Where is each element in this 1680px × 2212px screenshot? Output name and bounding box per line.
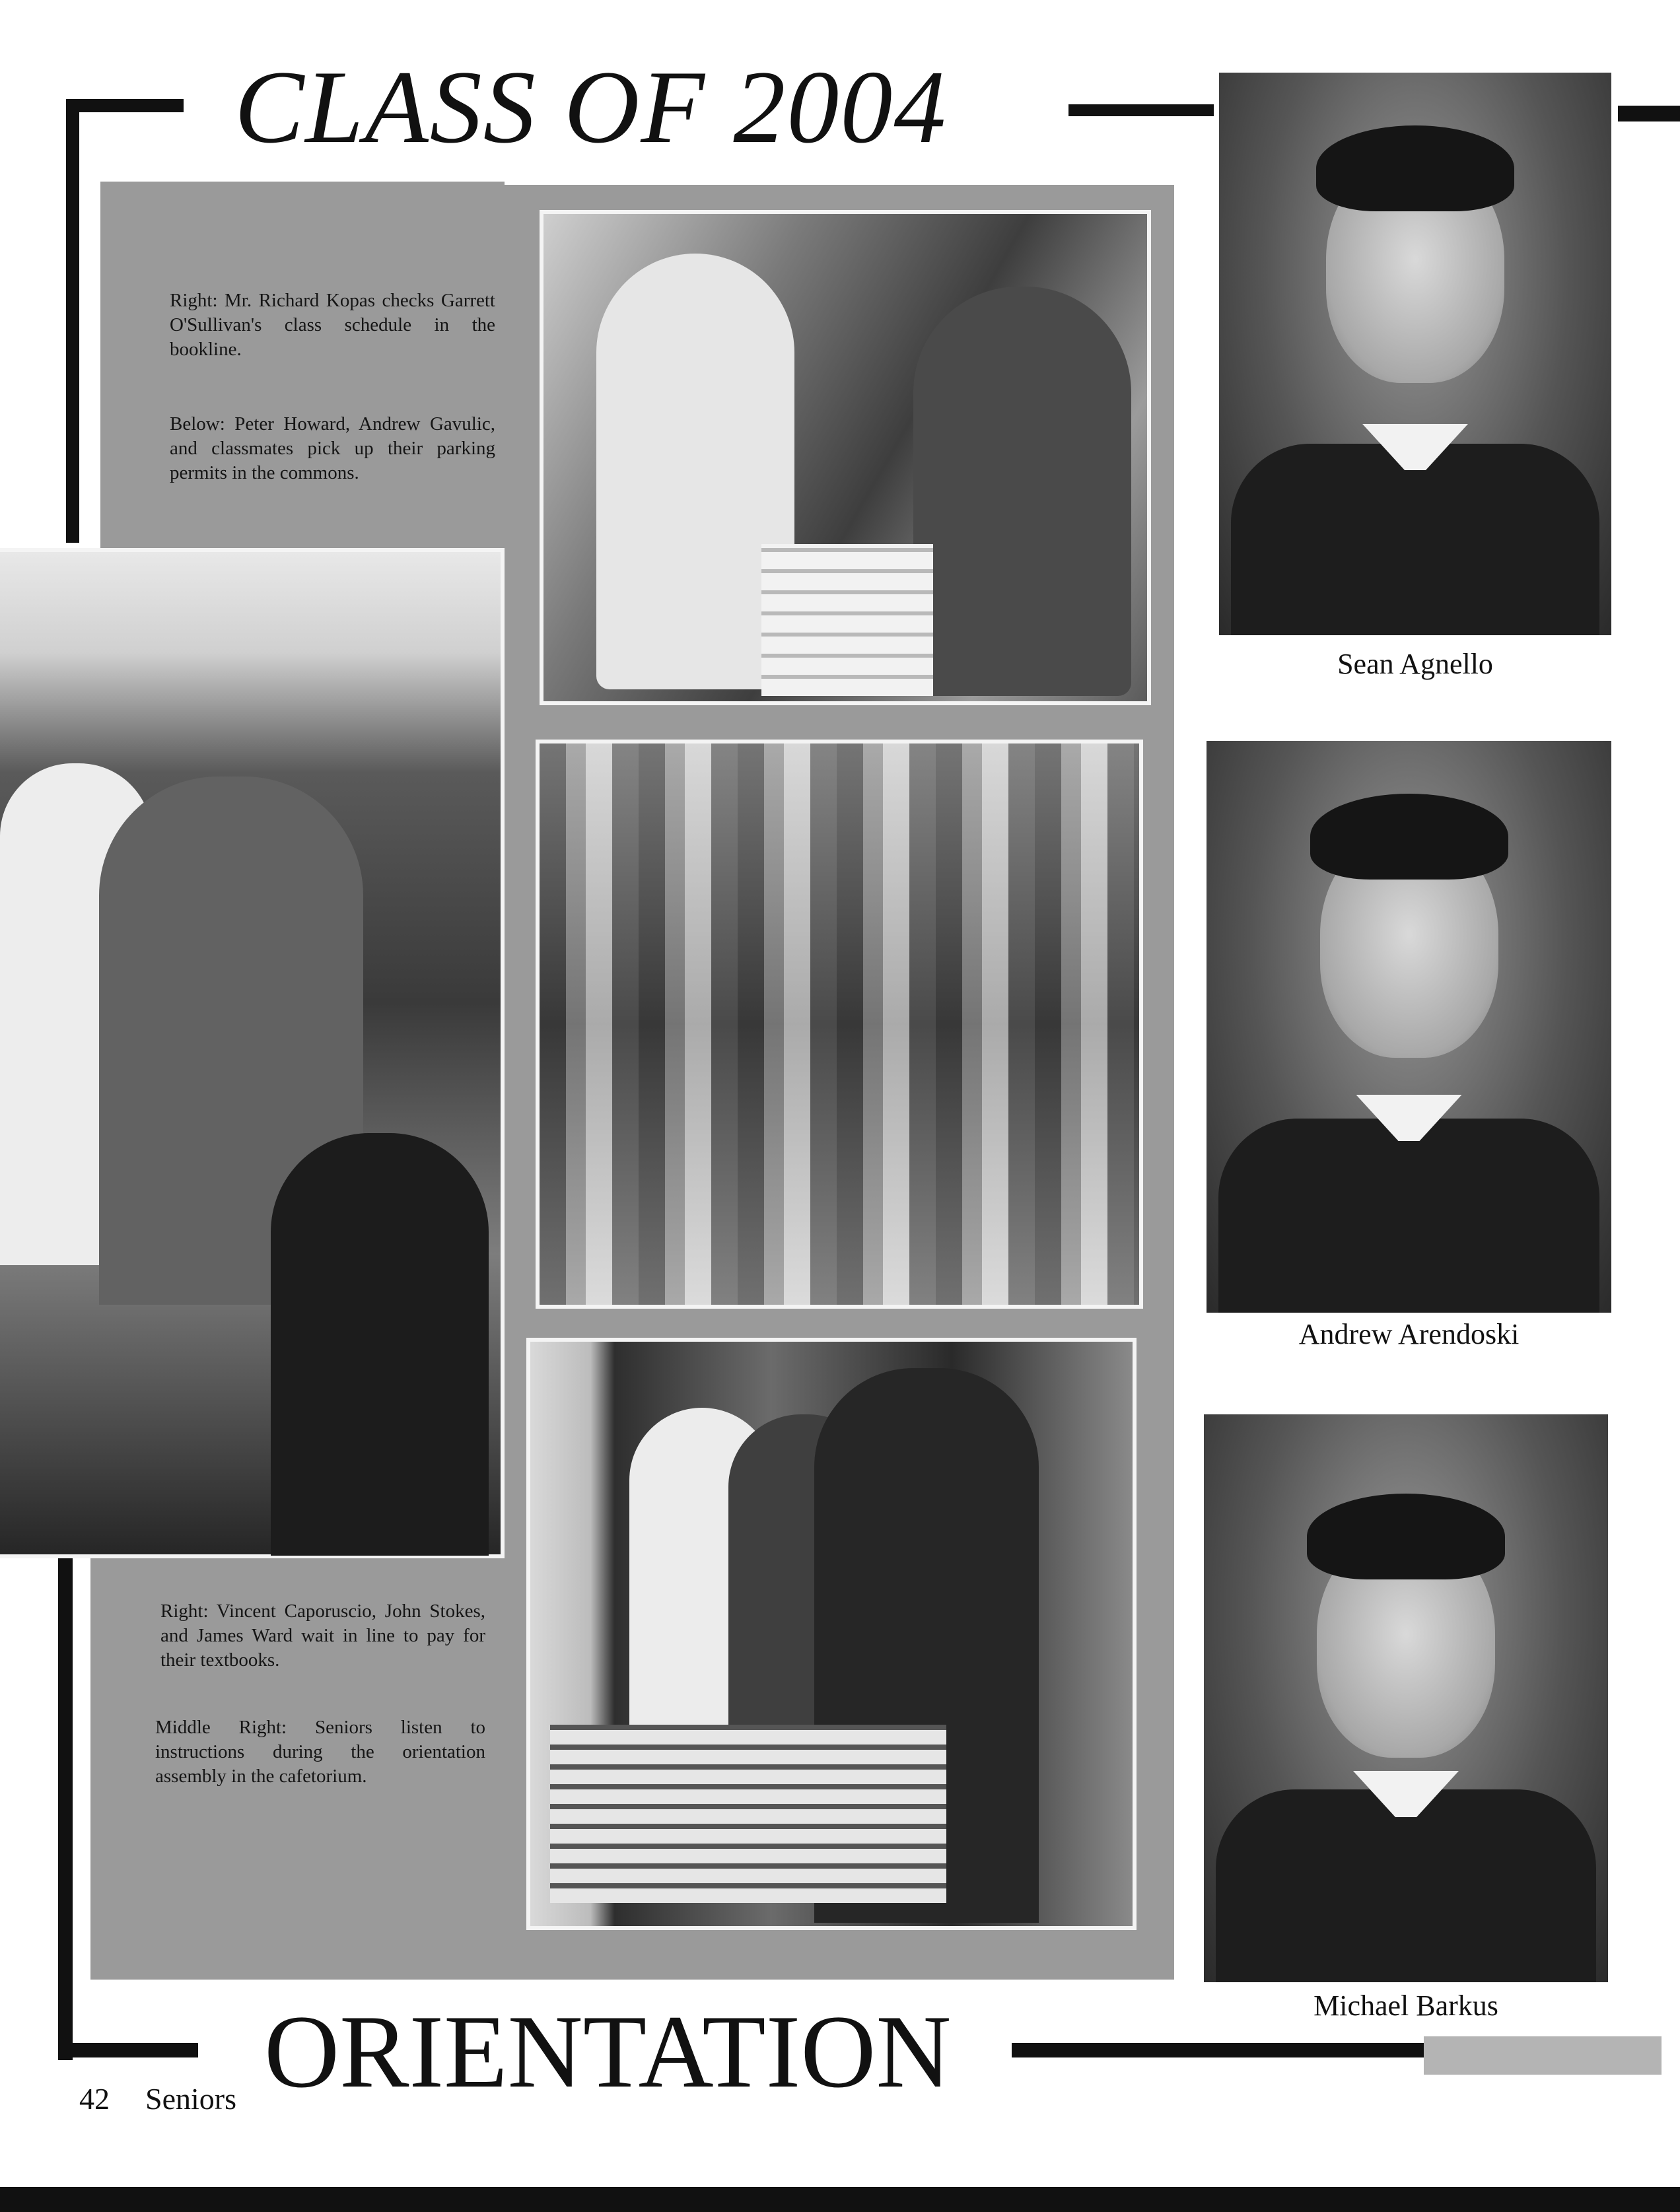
- bottom-left-bracket-horizontal: [58, 2043, 198, 2057]
- portrait-gown: [1218, 1119, 1599, 1313]
- caption-bottom-middle: Middle Right: Seniors listen to instructions during the orientation assembly in the cafetorium.: [155, 1717, 485, 1787]
- portrait-hair: [1307, 1494, 1505, 1579]
- photo-book-stack: [761, 544, 933, 696]
- portrait-photo-3: [1204, 1414, 1608, 1982]
- page-number: 42: [79, 2082, 110, 2116]
- portrait-hair: [1310, 794, 1508, 880]
- photo-textbook-stacks: [550, 1725, 946, 1903]
- footer-rule-gray-tab: [1424, 2036, 1662, 2075]
- caption-bottom-right: Right: Vincent Caporuscio, John Stokes, and James Ward wait in line to pay for their textbooks.: [160, 1601, 485, 1671]
- bottom-left-bracket-vertical: [58, 1558, 73, 2060]
- portrait-name-3: Michael Barkus: [1313, 1989, 1498, 2022]
- footer-rule-right: [1012, 2043, 1424, 2057]
- photo-figure-teacher: [913, 287, 1131, 696]
- photo-parking-permits: [0, 548, 505, 1558]
- caption-top-right: Right: Mr. Richard Kopas checks Garrett O'Sullivan's class schedule in the bookline.: [170, 290, 495, 360]
- portrait-name-2: Andrew Arendoski: [1298, 1318, 1520, 1350]
- header-rule-edge: [1618, 106, 1680, 121]
- portrait-photo-1: [1219, 73, 1611, 635]
- portrait-gown: [1216, 1789, 1595, 1982]
- top-left-bracket-vertical: [66, 99, 79, 543]
- photo-bookline-check: [540, 210, 1151, 705]
- portrait-name-1: Sean Agnello: [1337, 648, 1493, 680]
- gray-panel-top-left: [100, 182, 505, 548]
- portrait-hair: [1316, 125, 1514, 211]
- portrait-photo-2: [1207, 741, 1611, 1313]
- portrait-gown: [1231, 444, 1599, 635]
- caption-top-below: Below: Peter Howard, Andrew Gavulic, and classmates pick up their parking permits in the commons.: [170, 413, 495, 483]
- photo-textbook-line: [526, 1338, 1137, 1930]
- section-title: ORIENTATION: [264, 1994, 952, 2110]
- photo-crowd-overlay: [540, 743, 1139, 1305]
- photo-figure-right: [271, 1133, 489, 1556]
- bottom-edge-strip: [0, 2187, 1680, 2212]
- page-title: CLASS OF 2004: [234, 50, 948, 165]
- photo-orientation-assembly: [536, 740, 1143, 1309]
- header-rule-right: [1068, 104, 1214, 116]
- section-label: Seniors: [145, 2082, 236, 2116]
- top-left-bracket-horizontal: [66, 99, 184, 112]
